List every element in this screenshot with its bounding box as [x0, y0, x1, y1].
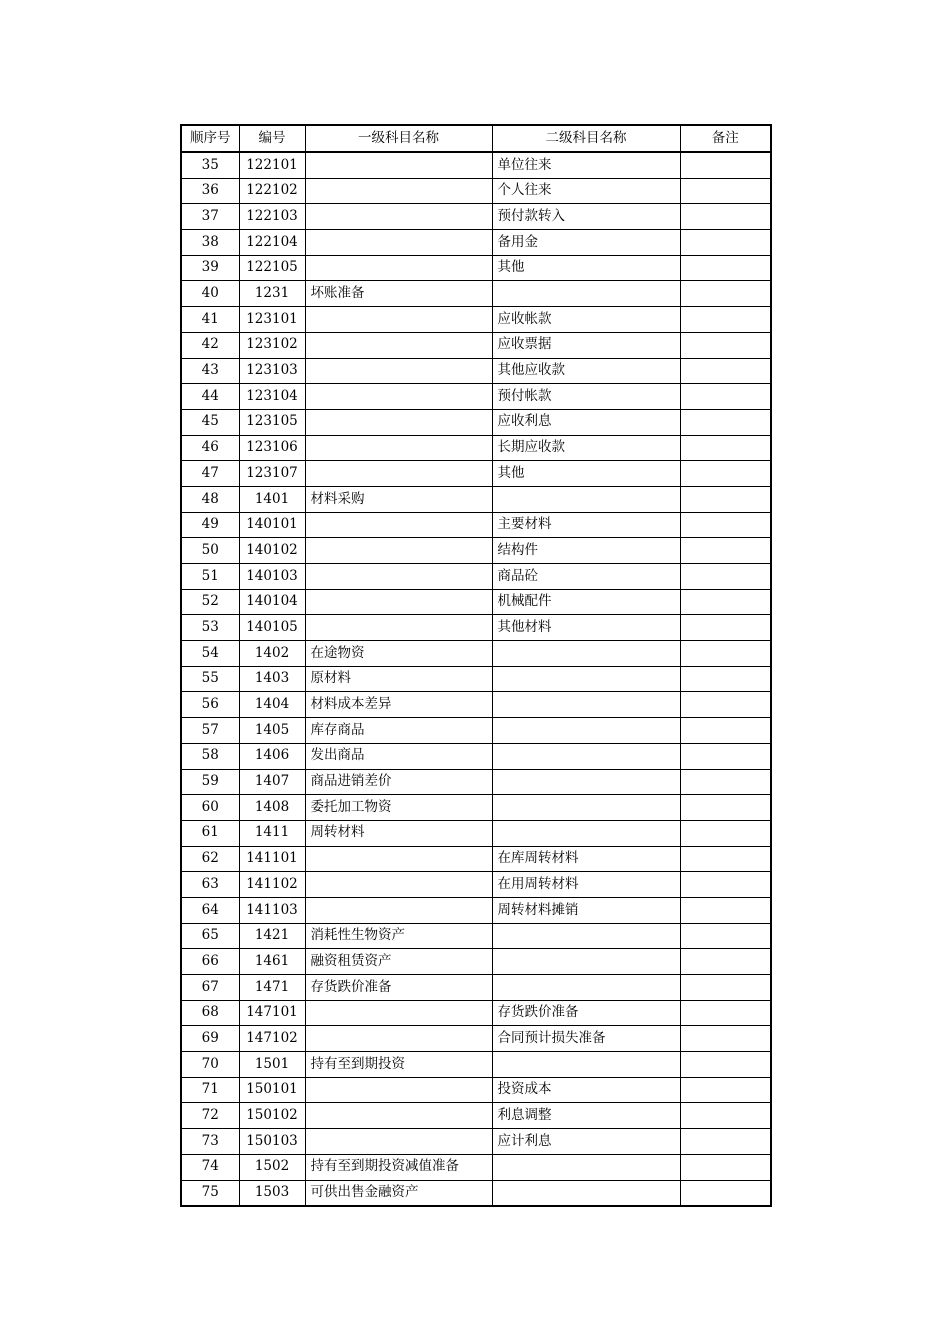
- table-row: [181, 1000, 771, 1026]
- cell-level1-name: [305, 564, 492, 590]
- cell-note: [680, 409, 771, 435]
- cell-level1-name: [305, 204, 492, 230]
- cell-level1-name: 在途物资: [305, 641, 492, 667]
- cell-level1-name: 坏账准备: [305, 281, 492, 307]
- cell-level2-name: 合同预计损失准备: [492, 1026, 680, 1052]
- cell-level1-name: 持有至到期投资减值准备: [305, 1154, 492, 1180]
- cell-code: 1461: [239, 949, 305, 975]
- cell-code: 123103: [239, 358, 305, 384]
- cell-note: [680, 307, 771, 333]
- cell-code: 140102: [239, 538, 305, 564]
- cell-code: 150103: [239, 1129, 305, 1155]
- cell-level2-name: [492, 769, 680, 795]
- cell-note: [680, 486, 771, 512]
- cell-code: 123101: [239, 307, 305, 333]
- cell-level2-name: 其他: [492, 255, 680, 281]
- cell-seq: 46: [181, 435, 239, 461]
- cell-note: [680, 846, 771, 872]
- table-row: [181, 1026, 771, 1052]
- cell-seq: 43: [181, 358, 239, 384]
- cell-level1-name: 可供出售金融资产: [305, 1180, 492, 1206]
- cell-seq: 55: [181, 666, 239, 692]
- cell-seq: 61: [181, 820, 239, 846]
- cell-level2-name: [492, 641, 680, 667]
- cell-note: [680, 743, 771, 769]
- cell-code: 147101: [239, 1000, 305, 1026]
- cell-seq: 71: [181, 1077, 239, 1103]
- cell-level1-name: [305, 1000, 492, 1026]
- cell-code: 123102: [239, 332, 305, 358]
- cell-level2-name: 存货跌价准备: [492, 1000, 680, 1026]
- cell-code: 140101: [239, 512, 305, 538]
- cell-level1-name: 委托加工物资: [305, 795, 492, 821]
- cell-note: [680, 204, 771, 230]
- cell-level2-name: [492, 923, 680, 949]
- cell-level2-name: [492, 949, 680, 975]
- cell-level2-name: 在库周转材料: [492, 846, 680, 872]
- cell-note: [680, 718, 771, 744]
- cell-note: [680, 281, 771, 307]
- cell-level2-name: 应收票据: [492, 332, 680, 358]
- cell-code: 123107: [239, 461, 305, 487]
- cell-level2-name: 在用周转材料: [492, 872, 680, 898]
- cell-seq: 69: [181, 1026, 239, 1052]
- table-row: [181, 1154, 771, 1180]
- cell-code: 141102: [239, 872, 305, 898]
- cell-seq: 41: [181, 307, 239, 333]
- cell-seq: 52: [181, 589, 239, 615]
- cell-code: 1401: [239, 486, 305, 512]
- cell-level1-name: [305, 409, 492, 435]
- table-row: [181, 1180, 771, 1206]
- cell-level1-name: [305, 846, 492, 872]
- table-row: [181, 281, 771, 307]
- cell-level1-name: 材料成本差异: [305, 692, 492, 718]
- cell-level2-name: 周转材料摊销: [492, 897, 680, 923]
- cell-code: 122102: [239, 178, 305, 204]
- cell-code: 1404: [239, 692, 305, 718]
- header-seq: 顺序号: [181, 125, 239, 152]
- cell-seq: 74: [181, 1154, 239, 1180]
- cell-level1-name: [305, 615, 492, 641]
- table-row: [181, 409, 771, 435]
- table-row: [181, 1077, 771, 1103]
- cell-code: 1407: [239, 769, 305, 795]
- accounts-table-sheet: [180, 124, 770, 1207]
- cell-code: 122103: [239, 204, 305, 230]
- cell-note: [680, 564, 771, 590]
- cell-level1-name: [305, 1103, 492, 1129]
- cell-level1-name: [305, 384, 492, 410]
- cell-level1-name: [305, 872, 492, 898]
- cell-level1-name: 原材料: [305, 666, 492, 692]
- cell-note: [680, 538, 771, 564]
- cell-seq: 72: [181, 1103, 239, 1129]
- cell-seq: 51: [181, 564, 239, 590]
- cell-seq: 53: [181, 615, 239, 641]
- cell-level1-name: [305, 1129, 492, 1155]
- cell-code: 141101: [239, 846, 305, 872]
- cell-level1-name: [305, 1026, 492, 1052]
- cell-level2-name: 个人往来: [492, 178, 680, 204]
- cell-level1-name: [305, 538, 492, 564]
- table-row: [181, 486, 771, 512]
- cell-note: [680, 589, 771, 615]
- cell-level2-name: [492, 692, 680, 718]
- cell-level1-name: [305, 461, 492, 487]
- cell-seq: 62: [181, 846, 239, 872]
- cell-seq: 64: [181, 897, 239, 923]
- cell-level2-name: 其他材料: [492, 615, 680, 641]
- cell-seq: 49: [181, 512, 239, 538]
- cell-code: 122105: [239, 255, 305, 281]
- table-row: [181, 358, 771, 384]
- cell-level2-name: 机械配件: [492, 589, 680, 615]
- cell-note: [680, 923, 771, 949]
- table-row: [181, 769, 771, 795]
- table-row: [181, 204, 771, 230]
- cell-level1-name: 消耗性生物资产: [305, 923, 492, 949]
- cell-level1-name: 发出商品: [305, 743, 492, 769]
- cell-code: 122104: [239, 230, 305, 256]
- cell-seq: 67: [181, 975, 239, 1001]
- cell-level2-name: 其他应收款: [492, 358, 680, 384]
- cell-note: [680, 1103, 771, 1129]
- table-row: [181, 872, 771, 898]
- cell-code: 1406: [239, 743, 305, 769]
- cell-seq: 48: [181, 486, 239, 512]
- cell-level2-name: [492, 1052, 680, 1078]
- cell-level1-name: [305, 230, 492, 256]
- table-row: [181, 435, 771, 461]
- cell-code: 123104: [239, 384, 305, 410]
- table-row: [181, 692, 771, 718]
- cell-level2-name: 应收利息: [492, 409, 680, 435]
- cell-note: [680, 1077, 771, 1103]
- cell-note: [680, 255, 771, 281]
- cell-level1-name: [305, 178, 492, 204]
- cell-note: [680, 358, 771, 384]
- cell-level1-name: [305, 307, 492, 333]
- cell-note: [680, 461, 771, 487]
- cell-seq: 35: [181, 152, 239, 178]
- cell-level2-name: [492, 1154, 680, 1180]
- cell-note: [680, 1052, 771, 1078]
- cell-level1-name: [305, 435, 492, 461]
- table-row: [181, 743, 771, 769]
- cell-seq: 54: [181, 641, 239, 667]
- cell-note: [680, 641, 771, 667]
- cell-note: [680, 949, 771, 975]
- cell-level2-name: 结构件: [492, 538, 680, 564]
- cell-code: 122101: [239, 152, 305, 178]
- cell-seq: 40: [181, 281, 239, 307]
- cell-note: [680, 1154, 771, 1180]
- header-note: 备注: [680, 125, 771, 152]
- cell-code: 1502: [239, 1154, 305, 1180]
- cell-code: 1471: [239, 975, 305, 1001]
- cell-level1-name: [305, 512, 492, 538]
- table-row: [181, 589, 771, 615]
- cell-level2-name: 预付款转入: [492, 204, 680, 230]
- cell-note: [680, 230, 771, 256]
- cell-level2-name: 长期应收款: [492, 435, 680, 461]
- cell-code: 150102: [239, 1103, 305, 1129]
- cell-level2-name: 商品砼: [492, 564, 680, 590]
- table-row: [181, 615, 771, 641]
- cell-note: [680, 178, 771, 204]
- cell-seq: 70: [181, 1052, 239, 1078]
- cell-level1-name: [305, 589, 492, 615]
- cell-level2-name: 利息调整: [492, 1103, 680, 1129]
- cell-code: 1231: [239, 281, 305, 307]
- cell-code: 140104: [239, 589, 305, 615]
- header-code: 编号: [239, 125, 305, 152]
- cell-seq: 47: [181, 461, 239, 487]
- cell-level1-name: [305, 358, 492, 384]
- table-row: [181, 461, 771, 487]
- table-row: [181, 307, 771, 333]
- cell-level2-name: [492, 281, 680, 307]
- cell-seq: 65: [181, 923, 239, 949]
- cell-seq: 60: [181, 795, 239, 821]
- cell-seq: 50: [181, 538, 239, 564]
- cell-note: [680, 820, 771, 846]
- cell-level2-name: [492, 666, 680, 692]
- table-row: [181, 384, 771, 410]
- cell-seq: 38: [181, 230, 239, 256]
- cell-seq: 42: [181, 332, 239, 358]
- cell-level2-name: [492, 975, 680, 1001]
- cell-code: 1503: [239, 1180, 305, 1206]
- table-body: [181, 152, 771, 1206]
- cell-note: [680, 795, 771, 821]
- cell-note: [680, 975, 771, 1001]
- cell-level2-name: [492, 820, 680, 846]
- cell-code: 140103: [239, 564, 305, 590]
- cell-code: 123105: [239, 409, 305, 435]
- cell-level2-name: [492, 486, 680, 512]
- cell-code: 1402: [239, 641, 305, 667]
- cell-note: [680, 512, 771, 538]
- cell-level2-name: 备用金: [492, 230, 680, 256]
- table-row: [181, 1103, 771, 1129]
- cell-note: [680, 769, 771, 795]
- cell-level1-name: [305, 1077, 492, 1103]
- cell-level2-name: 其他: [492, 461, 680, 487]
- cell-level1-name: 持有至到期投资: [305, 1052, 492, 1078]
- table-row: [181, 538, 771, 564]
- cell-code: 147102: [239, 1026, 305, 1052]
- cell-level2-name: 预付帐款: [492, 384, 680, 410]
- table-row: [181, 897, 771, 923]
- cell-level1-name: [305, 332, 492, 358]
- cell-level1-name: [305, 897, 492, 923]
- cell-level2-name: 单位往来: [492, 152, 680, 178]
- table-row: [181, 923, 771, 949]
- cell-note: [680, 332, 771, 358]
- cell-seq: 39: [181, 255, 239, 281]
- cell-level1-name: 周转材料: [305, 820, 492, 846]
- cell-level1-name: 商品进销差价: [305, 769, 492, 795]
- cell-seq: 45: [181, 409, 239, 435]
- cell-seq: 73: [181, 1129, 239, 1155]
- cell-level2-name: 主要材料: [492, 512, 680, 538]
- header-level2-name: 二级科目名称: [492, 125, 680, 152]
- cell-seq: 44: [181, 384, 239, 410]
- cell-code: 1405: [239, 718, 305, 744]
- cell-level2-name: [492, 1180, 680, 1206]
- table-row: [181, 1052, 771, 1078]
- table-row: [181, 846, 771, 872]
- table-row: [181, 666, 771, 692]
- cell-seq: 56: [181, 692, 239, 718]
- cell-level2-name: [492, 743, 680, 769]
- table-row: [181, 820, 771, 846]
- cell-code: 1403: [239, 666, 305, 692]
- cell-level1-name: [305, 152, 492, 178]
- cell-seq: 36: [181, 178, 239, 204]
- table-row: [181, 949, 771, 975]
- cell-note: [680, 384, 771, 410]
- cell-level1-name: 库存商品: [305, 718, 492, 744]
- chart-of-accounts-table: [180, 124, 772, 1207]
- cell-note: [680, 872, 771, 898]
- cell-note: [680, 666, 771, 692]
- cell-code: 150101: [239, 1077, 305, 1103]
- cell-level2-name: 应收帐款: [492, 307, 680, 333]
- cell-seq: 68: [181, 1000, 239, 1026]
- cell-seq: 37: [181, 204, 239, 230]
- cell-level1-name: 融资租赁资产: [305, 949, 492, 975]
- table-row: [181, 718, 771, 744]
- cell-seq: 58: [181, 743, 239, 769]
- cell-code: 1408: [239, 795, 305, 821]
- table-row: [181, 975, 771, 1001]
- cell-note: [680, 435, 771, 461]
- table-row: [181, 641, 771, 667]
- cell-code: 141103: [239, 897, 305, 923]
- table-row: [181, 564, 771, 590]
- table-row: [181, 255, 771, 281]
- cell-level1-name: [305, 255, 492, 281]
- cell-level2-name: 投资成本: [492, 1077, 680, 1103]
- cell-seq: 59: [181, 769, 239, 795]
- table-row: [181, 1129, 771, 1155]
- cell-code: 1501: [239, 1052, 305, 1078]
- cell-note: [680, 1180, 771, 1206]
- cell-level1-name: 存货跌价准备: [305, 975, 492, 1001]
- cell-note: [680, 692, 771, 718]
- table-row: [181, 795, 771, 821]
- cell-level2-name: 应计利息: [492, 1129, 680, 1155]
- table-row: [181, 230, 771, 256]
- table-row: [181, 152, 771, 178]
- table-row: [181, 178, 771, 204]
- cell-note: [680, 897, 771, 923]
- cell-seq: 57: [181, 718, 239, 744]
- cell-note: [680, 1129, 771, 1155]
- cell-note: [680, 1000, 771, 1026]
- cell-code: 1421: [239, 923, 305, 949]
- cell-note: [680, 615, 771, 641]
- table-row: [181, 512, 771, 538]
- table-row: [181, 332, 771, 358]
- header-level1-name: 一级科目名称: [305, 125, 492, 152]
- cell-note: [680, 152, 771, 178]
- cell-code: 140105: [239, 615, 305, 641]
- cell-note: [680, 1026, 771, 1052]
- cell-seq: 75: [181, 1180, 239, 1206]
- cell-seq: 63: [181, 872, 239, 898]
- table-header-row: [181, 125, 771, 152]
- cell-level2-name: [492, 718, 680, 744]
- cell-level2-name: [492, 795, 680, 821]
- cell-seq: 66: [181, 949, 239, 975]
- cell-code: 123106: [239, 435, 305, 461]
- cell-code: 1411: [239, 820, 305, 846]
- cell-level1-name: 材料采购: [305, 486, 492, 512]
